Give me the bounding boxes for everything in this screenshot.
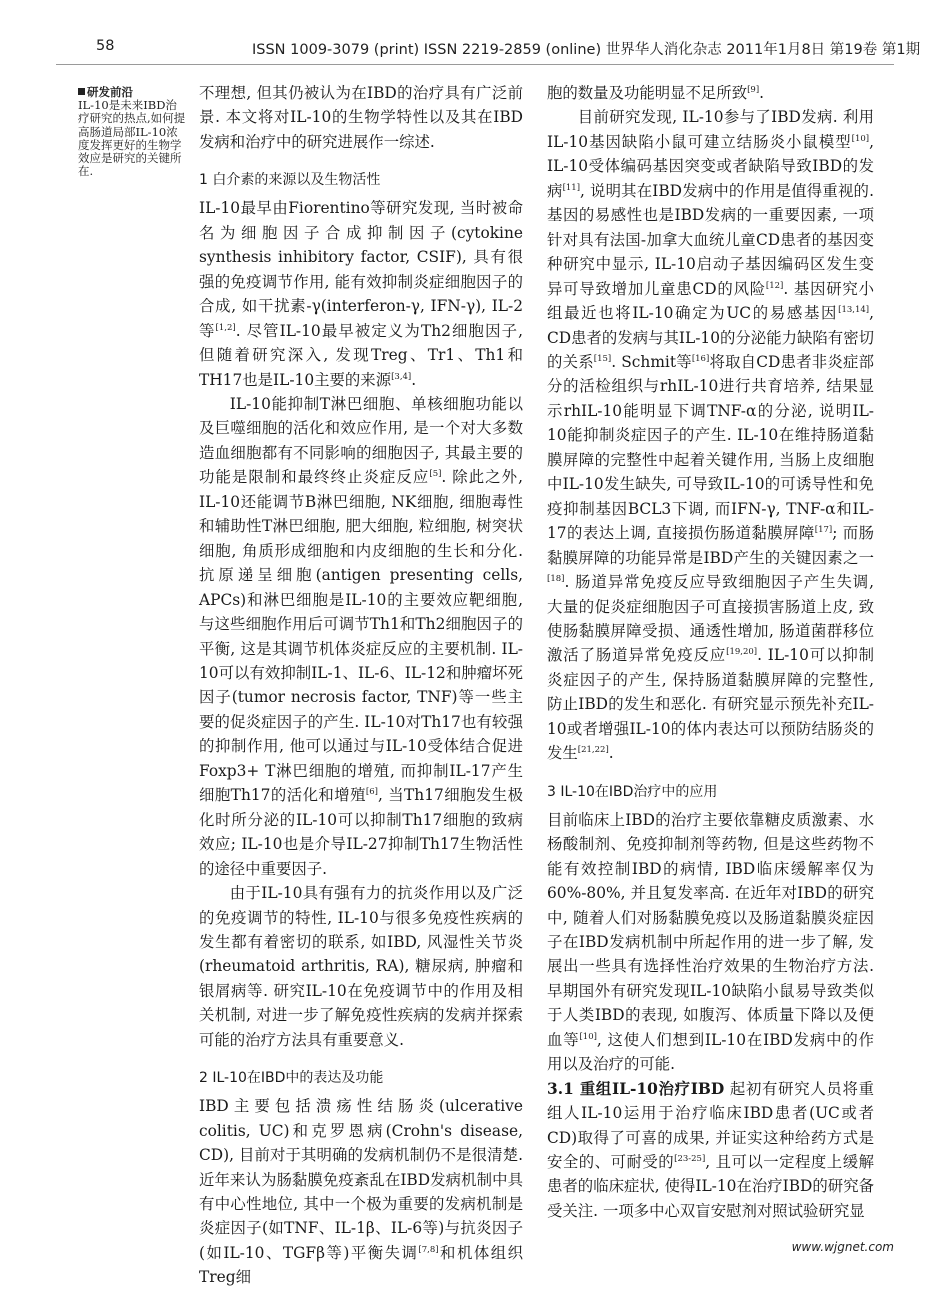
section2-heading: 2 IL-10在IBD中的表达及功能 — [199, 1070, 384, 1087]
sidebar-text: IL-10是未来IBD治疗研究的热点,如何提高肠道局部IL-10浓度发挥更好的生物学效应是研究的关键所在. — [78, 98, 186, 179]
subsection-title: 3.1 重组IL-10治疗IBD — [547, 1079, 725, 1098]
citation: [13,14] — [838, 304, 870, 315]
citation: [12] — [765, 280, 784, 291]
citation: [6] — [365, 787, 378, 798]
citation: [21,22] — [577, 745, 609, 756]
citation: [5] — [429, 469, 442, 480]
section1-heading: 1 白介素的来源以及生物活性 — [199, 172, 381, 189]
page-header — [56, 30, 921, 65]
column-left — [199, 81, 523, 1290]
citation: [10] — [579, 1031, 597, 1042]
citation: [3,4] — [391, 371, 412, 382]
section2-paragraph-2: 目前研究发现, IL-10参与了IBD发病. 利用IL-10基因缺陷小鼠可建立结肠炎小鼠模型[10], IL-10受体编码基因突变或者缺陷导致IBD的发病[11], 说明其在IBD发病中的作用是值得重视的. 基因的易感性也是IBD发病的一重要因素, 一项针对具有法国-加拿大血统儿童CD患者的基因变种研究中显示, IL-10启动子基因编码区发生变异可导致增加儿童患CD的风险[12]. 基因研究小组最近也将IL-10确定为UC的易感基因[13,14], CD患者的发病与其IL-10的分泌能力缺陷有密切的关系[15]. Schmit等[16]将取自CD患者非炎症部分的活检组织与rhIL-10进行共育培养, 结果显示rhIL-10能明显下调TNF-α的分泌, 说明IL-10能抑制炎症因子的产生. IL-10在维持肠道黏膜屏障的完整性中起着关键作用, 当肠上皮细胞中IL-10发生缺失, 可导致IL-10的可诱导性和免疫抑制基因BCL3下调, 而IFN-γ, TNF-α和IL-17的表达上调, 直接损伤肠道黏膜屏障[17]; 而肠黏膜屏障的功能异常是IBD产生的关键因素之一[18]. 肠道异常免疫反应导致细胞因子产生失调, 大量的促炎症细胞因子可直接损害肠道上皮, 致使肠黏膜屏障受损、通透性增加, 肠道菌群移位激活了肠道异常免疫反应[19,20]. IL-10可以抑制炎症因子的产生, 保持肠道黏膜屏障的完整性, 防止IBD的发生和恶化. 有研究显示预先补充IL-10或者增强IL-10的体内表达可以预防结肠炎的发生[21,22]. — [547, 108, 874, 763]
section1-paragraph-3: 由于IL-10具有强有力的抗炎作用以及广泛的免疫调节的特性, IL-10与很多免疫性疾病的发生都有着密切的联系, 如IBD, 风湿性关节炎(rheumatoid arthritis, RA), 糖尿病, 肿瘤和银屑病等. 研究IL-10在免疫调节中的作用及相关机制, 对进一步了解免疫性疾病的发病并探索可能的治疗方法具有重要意义. — [199, 884, 523, 1049]
column-right — [547, 81, 874, 1223]
citation: [15] — [593, 353, 612, 364]
citation: [16] — [691, 353, 710, 364]
subsection-3-1: 3.1 重组IL-10治疗IBD 起初有研究人员将重组人IL-10运用于治疗临床IBD患者(UC或者CD)取得了可喜的成果, 并证实这种给药方式是安全的、可耐受的[23-25], 且可以一定程度上缓解患者的临床症状, 使得IL-10在治疗IBD的研究备受关注. 一项多中心双盲安慰剂对照试验研究显 — [547, 1079, 874, 1220]
section3-paragraph-1: 目前临床上IBD的治疗主要依靠糖皮质激素、水杨酸制剂、免疫抑制剂等药物, 但是这些药物不能有效控制IBD的病情, IBD临床缓解率仅为60%-80%, 并且复发率高. 在近年对IBD的研究中, 随着人们对肠黏膜免疫以及肠道黏膜炎症因子在IBD发病机制中所起作用的进一步了解, 发展出一些具有选择性治疗效果的生物治疗方法. 早期国外有研究发现IL-10缺陷小鼠易导致类似于人类IBD的表现, 如腹泻、体质量下降以及便血等[10], 这使人们想到IL-10在IBD发病中的作用以及治疗的可能. — [547, 810, 874, 1074]
page-number: 58 — [96, 38, 115, 54]
section2-paragraph-1: IBD主要包括溃疡性结肠炎(ulcerative colitis, UC)和克罗恩病(Crohn's disease, CD), 目前对于其明确的发病机制仍不是很清楚. 近年来认为肠黏膜免疫紊乱在IBD发病机制中具有中心性地位, 其中一个极为重要的发病机制是炎症因子(如TNF、IL-1β、IL-6等)与抗炎因子(如IL-10、TGFβ等)平衡失调[7,8]和机体组织Treg细 — [199, 1097, 523, 1287]
section1-paragraph-1: IL-10最早由Fiorentino等研究发现, 当时被命名为细胞因子合成抑制因子(cytokine synthesis inhibitory factor, CSIF), 具有很强的免疫调节作用, 能有效抑制炎症细胞因子的合成, 如干扰素-γ(interferon-γ, IFN-γ), IL-2等[1,2]. 尽管IL-10最早被定义为Th2细胞因子, 但随着研究深入, 发现Treg、Tr1、Th1和TH17也是IL-10主要的来源[3,4]. — [199, 199, 523, 389]
citation: [7,8] — [418, 1244, 439, 1255]
square-bullet-icon — [78, 88, 85, 95]
journal-info: ISSN 1009-3079 (print) ISSN 2219-2859 (online) 世界华人消化杂志 2011年1月8日 第19卷 第1期 — [252, 42, 921, 58]
citation: [9] — [747, 84, 760, 95]
footer-url: www.wjgnet.com — [791, 1240, 894, 1254]
citation: [10] — [851, 133, 870, 144]
citation: [1,2] — [215, 322, 236, 333]
continued-paragraph: 胞的数量及功能明显不足所致[9]. — [547, 84, 765, 102]
citation: [11] — [562, 182, 581, 193]
section1-paragraph-2: IL-10能抑制T淋巴细胞、单核细胞功能以及巨噬细胞的活化和效应作用, 是一个对大多数造血细胞都有不同影响的细胞因子, 其最主要的功能是限制和最终终止炎症反应[5]. 除此之外, IL-10还能调节B淋巴细胞, NK细胞, 细胞毒性和辅助性T淋巴细胞, 肥大细胞, 粒细胞, 树突状细胞, 角质形成细胞和内皮细胞的生长和分化. 抗原递呈细胞(antigen presenting cells, APCs)和淋巴细胞是IL-10的主要效应靶细胞, 与这些细胞作用后可调节Th1和Th2细胞因子的平衡, 这是其调节机体炎症反应的主要机制. IL-10可以有效抑制IL-1、IL-6、IL-12和肿瘤坏死因子(tumor necrosis factor, TNF)等一些主要的促炎症因子的产生. IL-10对Th17也有较强的抑制作用, 他可以通过与IL-10受体结合促进Foxp3+ T淋巴细胞的增殖, 而抑制IL-17产生细胞Th17的活化和增殖[6], 当Th17细胞发生极化时所分泌的IL-10可以抑制Th17细胞的致病效应; IL-10也是介导IL-27抑制Th17生物活性的途径中重要因子. — [199, 394, 523, 878]
citation: [23-25] — [674, 1153, 706, 1164]
intro-paragraph: 不理想, 但其仍被认为在IBD的治疗具有广泛前景. 本文将对IL-10的生物学特性以及其在IBD发病和治疗中的研究进展作一综述. — [199, 84, 523, 151]
sidebar-label: 研发前沿 — [78, 86, 186, 99]
citation: [17] — [814, 525, 833, 536]
section3-heading: 3 IL-10在IBD治疗中的应用 — [547, 783, 718, 800]
citation: [19,20] — [726, 647, 758, 658]
sidebar-note — [78, 86, 186, 178]
citation: [18] — [547, 573, 565, 584]
